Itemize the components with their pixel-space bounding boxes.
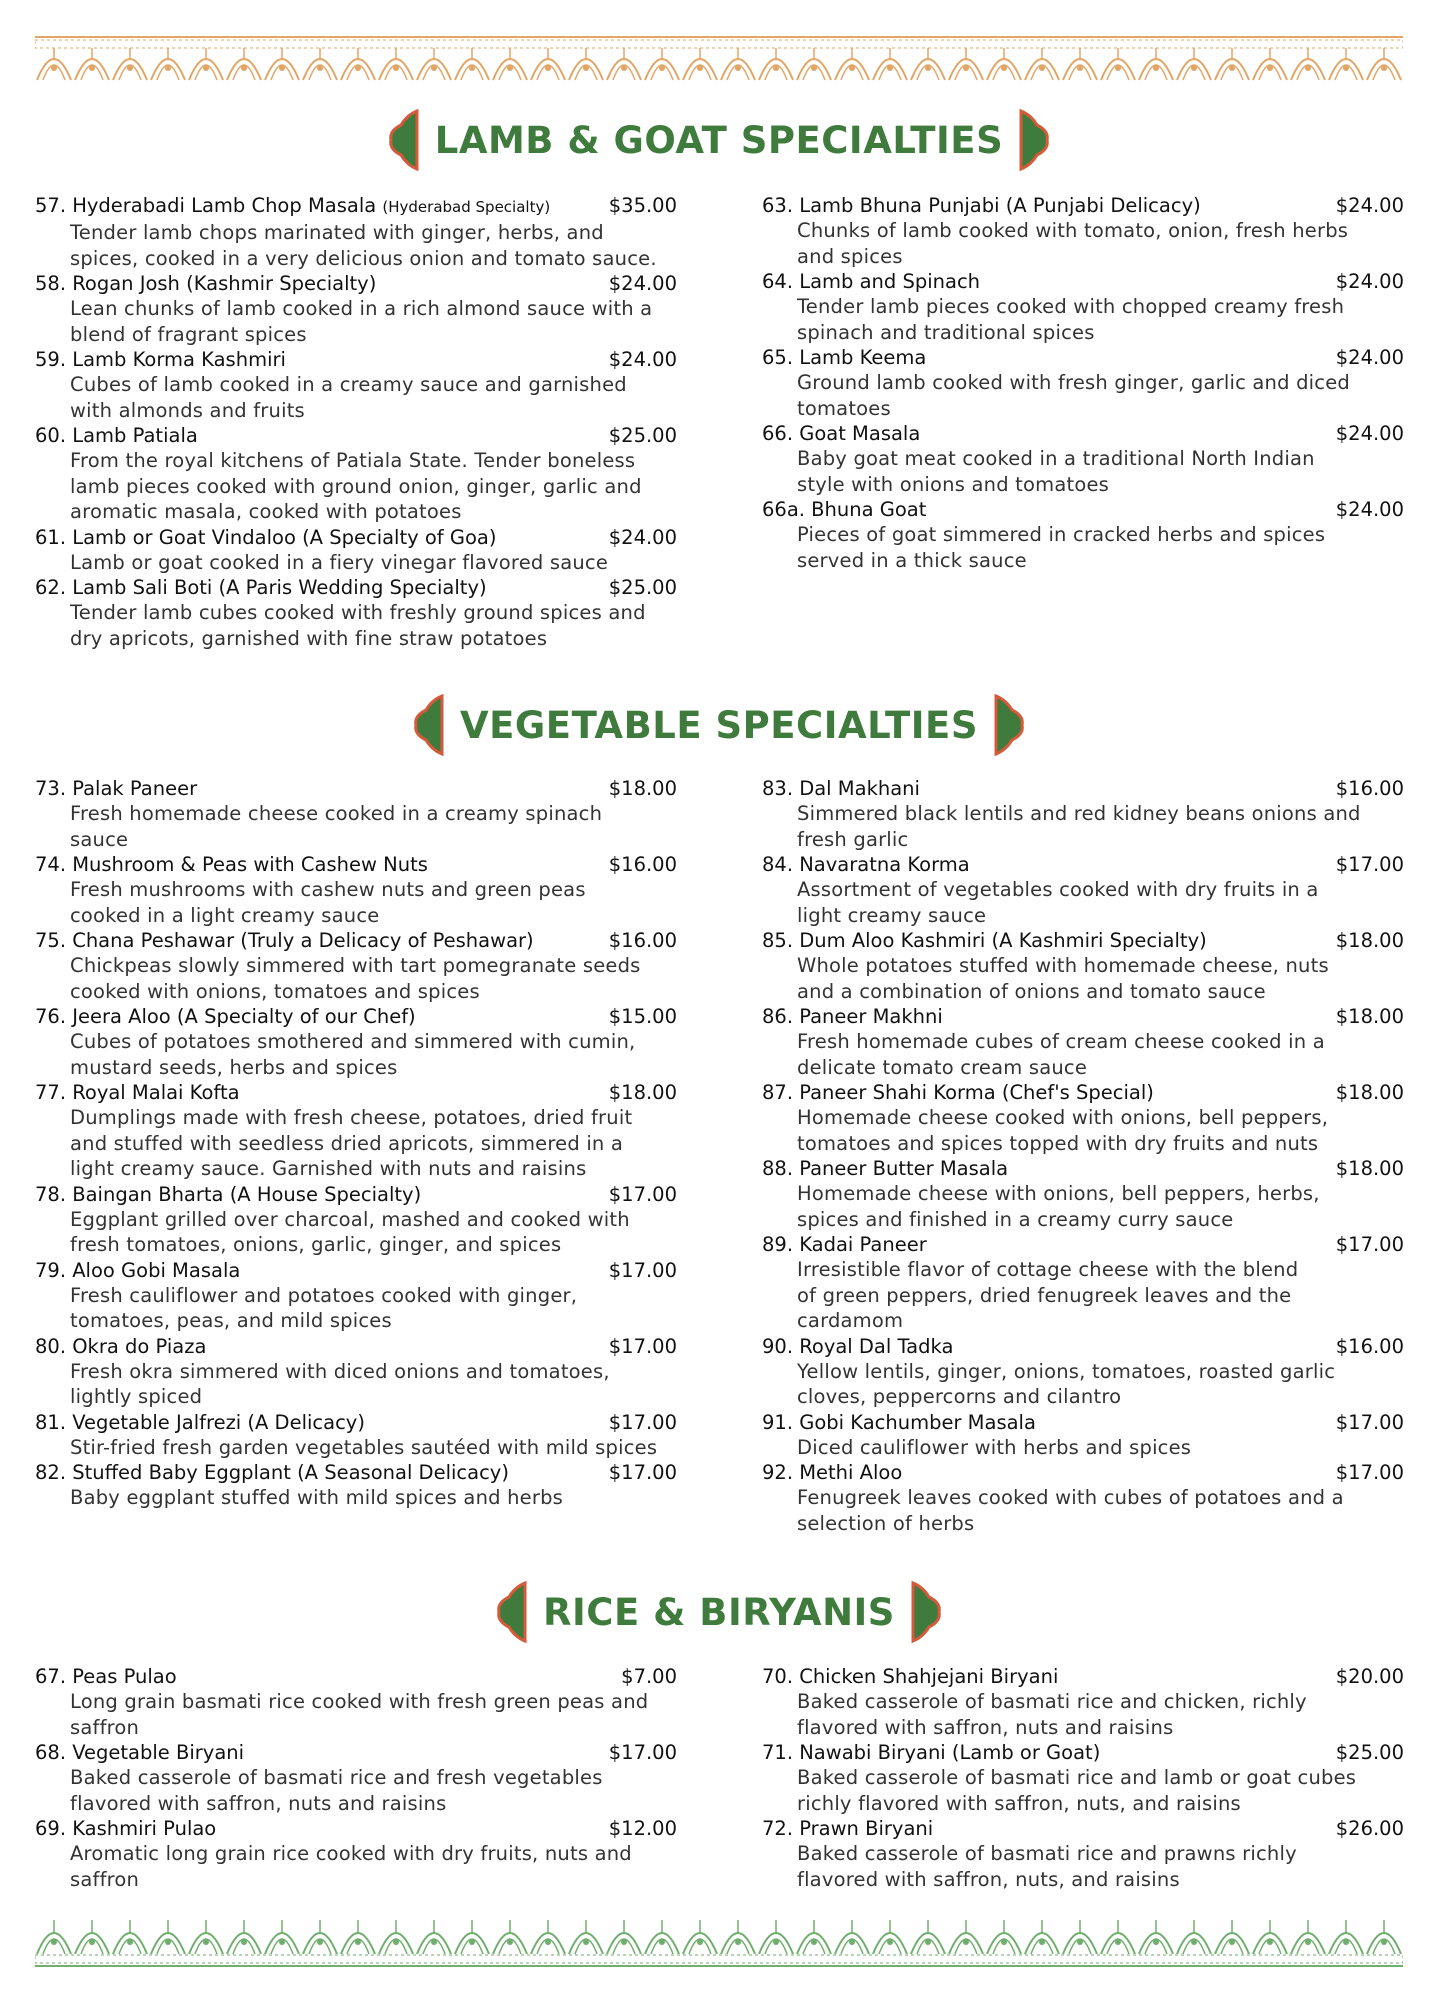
item-description: Pieces of goat simmered in cracked herbs and spices served in a thick sauce — [797, 523, 1326, 572]
item-name: 84. Navaratna Korma — [762, 853, 970, 876]
item-description: Aromatic long grain rice cooked with dry fruits, nuts and saffron — [70, 1842, 632, 1891]
item-description: Ground lamb cooked with fresh ginger, garlic and diced tomatoes — [797, 371, 1350, 420]
item-price: $20.00 — [1335, 1665, 1404, 1688]
item-name: 66a. Bhuna Goat — [762, 498, 927, 521]
menu-item — [762, 421, 1432, 497]
ornament-left-icon — [487, 1581, 527, 1643]
item-name: 59. Lamb Korma Kashmiri — [35, 348, 286, 371]
item-description: Chickpeas slowly simmered with tart pomegranate seeds cooked with onions, tomatoes and spices — [70, 954, 641, 1003]
menu-item — [35, 271, 705, 347]
item-description: Yellow lentils, ginger, onions, tomatoes, roasted garlic cloves, peppercorns and cilantro — [797, 1359, 1336, 1408]
item-price: $24.00 — [608, 348, 677, 371]
item-description: Baked casserole of basmati rice and lamb or goat cubes richly flavored with saffron, nuts, and raisins — [797, 1766, 1357, 1815]
item-price: $15.00 — [608, 1005, 677, 1028]
item-description: Chunks of lamb cooked with tomato, onion, fresh herbs and spices — [797, 219, 1349, 268]
menu-item — [35, 776, 705, 852]
item-name: 62. Lamb Sali Boti (A Paris Wedding Specialty) — [35, 576, 487, 599]
item-price: $17.00 — [608, 1461, 677, 1484]
item-price: $25.00 — [608, 424, 677, 447]
menu-item — [35, 1182, 705, 1258]
item-name: 92. Methi Aloo — [762, 1461, 903, 1484]
section-header-vegetable — [0, 694, 1438, 756]
menu-item — [35, 193, 705, 271]
menu-item — [35, 852, 705, 928]
item-price: $26.00 — [1335, 1817, 1404, 1840]
item-price: $18.00 — [1335, 1157, 1404, 1180]
ornament-right-icon — [994, 694, 1034, 756]
item-price: $35.00 — [608, 194, 677, 217]
menu-item — [762, 1664, 1432, 1740]
item-price: $17.00 — [608, 1410, 677, 1434]
item-price: $18.00 — [1335, 1005, 1404, 1028]
item-name: 67. Peas Pulao — [35, 1665, 177, 1688]
item-price: $7.00 — [621, 1665, 677, 1688]
item-price: $17.00 — [608, 1334, 677, 1358]
item-description: Homemade cheese cooked with onions, bell peppers, tomatoes and spices topped with dry fruits and nuts — [797, 1106, 1329, 1155]
menu-item — [762, 1740, 1432, 1816]
item-price: $24.00 — [608, 272, 677, 295]
item-description: Cubes of potatoes smothered and simmered with cumin, mustard seeds, herbs and spices — [70, 1030, 636, 1079]
item-name: 76. Jeera Aloo (A Specialty of our Chef) — [35, 1005, 416, 1028]
item-price: $18.00 — [608, 777, 677, 800]
item-description: Eggplant grilled over charcoal, mashed and cooked with fresh tomatoes, onions, garlic, ginger, and spices — [70, 1207, 630, 1256]
item-name: 75. Chana Peshawar (Truly a Delicacy of Peshawar) — [35, 929, 534, 952]
item-price: $18.00 — [1335, 929, 1404, 952]
item-name: 89. Kadai Paneer — [762, 1233, 927, 1256]
menu-item — [35, 928, 705, 1004]
item-name: 79. Aloo Gobi Masala — [35, 1258, 241, 1282]
item-description: Lamb or goat cooked in a fiery vinegar flavored sauce — [70, 550, 609, 574]
item-description: From the royal kitchens of Patiala State. Tender boneless lamb pieces cooked with ground onion, ginger, garlic and aromatic masala, cooked with potatoes — [70, 449, 642, 523]
menu-item — [762, 269, 1432, 345]
item-name: 77. Royal Malai Kofta — [35, 1081, 240, 1104]
item-description: Fenugreek leaves cooked with cubes of potatoes and a selection of herbs — [797, 1486, 1344, 1535]
menu-item — [35, 525, 705, 576]
item-name: 87. Paneer Shahi Korma (Chef's Special) — [762, 1081, 1154, 1104]
item-description: Baked casserole of basmati rice and chicken, richly flavored with saffron, nuts and raisins — [797, 1690, 1307, 1739]
bottom-decorative-border — [35, 1918, 1403, 1968]
menu-item — [35, 1460, 705, 1511]
menu-item — [762, 928, 1432, 1004]
item-name: 88. Paneer Butter Masala — [762, 1157, 1009, 1180]
item-price: $17.00 — [1335, 1461, 1404, 1484]
section-header-lamb-goat — [0, 109, 1438, 171]
item-price: $16.00 — [608, 929, 677, 952]
menu-item — [35, 1258, 705, 1334]
menu-item — [762, 193, 1432, 269]
menu-item — [762, 1334, 1432, 1410]
item-name: 73. Palak Paneer — [35, 777, 198, 800]
section-title: RICE & BIRYANIS — [543, 1590, 895, 1634]
item-name: 78. Baingan Bharta (A House Specialty) — [35, 1182, 422, 1206]
item-name: 64. Lamb and Spinach — [762, 270, 981, 293]
item-description: Lean chunks of lamb cooked in a rich almond sauce with a blend of fragrant spices — [70, 297, 653, 346]
menu-item — [35, 1004, 705, 1080]
vegetable-right-column — [762, 776, 1432, 1536]
item-name: 91. Gobi Kachumber Masala — [762, 1410, 1036, 1434]
item-name: 81. Vegetable Jalfrezi (A Delicacy) — [35, 1410, 365, 1434]
menu-item — [762, 1080, 1432, 1156]
item-description: Tender lamb chops marinated with ginger, herbs, and spices, cooked in a very delicious onion and tomato sauce. — [70, 221, 657, 270]
item-price: $16.00 — [1335, 777, 1404, 800]
section-title: VEGETABLE SPECIALTIES — [460, 703, 978, 747]
item-description: Dumplings made with fresh cheese, potatoes, dried fruit and stuffed with seedless dried apricots, simmered in a light creamy sauce. Garnished with nuts and raisins — [70, 1106, 633, 1180]
section-title: LAMB & GOAT SPECIALTIES — [434, 118, 1004, 162]
lamb-goat-right-column — [762, 193, 1432, 573]
menu-item — [35, 1410, 705, 1461]
item-description: Whole potatoes stuffed with homemade cheese, nuts and a combination of onions and tomato sauce — [797, 954, 1329, 1003]
section-header-rice-biryanis — [0, 1581, 1438, 1643]
item-description: Tender lamb cubes cooked with freshly ground spices and dry apricots, garnished with fine straw potatoes — [70, 601, 646, 650]
ornament-right-icon — [1019, 109, 1059, 171]
item-description: Tender lamb pieces cooked with chopped creamy fresh spinach and traditional spices — [797, 295, 1345, 344]
menu-item — [35, 1816, 705, 1892]
item-price: $17.00 — [1335, 1410, 1404, 1434]
item-name: 82. Stuffed Baby Eggplant (A Seasonal Delicacy) — [35, 1461, 509, 1484]
item-name: 86. Paneer Makhni — [762, 1005, 943, 1028]
item-description: Simmered black lentils and red kidney beans onions and fresh garlic — [797, 802, 1361, 851]
item-name: 61. Lamb or Goat Vindaloo (A Specialty of Goa) — [35, 525, 497, 549]
item-price: $12.00 — [608, 1817, 677, 1840]
item-price: $17.00 — [608, 1182, 677, 1206]
menu-item — [35, 1080, 705, 1182]
item-name: 80. Okra do Piaza — [35, 1334, 207, 1358]
item-name: 72. Prawn Biryani — [762, 1817, 934, 1840]
menu-item — [35, 1334, 705, 1410]
item-description: Irresistible flavor of cottage cheese with the blend of green peppers, dried fenugreek leaves and the cardamom — [797, 1258, 1299, 1332]
item-description: Baked casserole of basmati rice and prawns richly flavored with saffron, nuts, and raisins — [797, 1842, 1297, 1891]
menu-item — [762, 1156, 1432, 1232]
item-price: $18.00 — [608, 1081, 677, 1104]
lamb-goat-left-column — [35, 193, 705, 651]
menu-item — [762, 497, 1432, 573]
rice-left-column — [35, 1664, 705, 1892]
menu-item — [35, 1664, 705, 1740]
item-name: 58. Rogan Josh (Kashmir Specialty) — [35, 272, 377, 295]
item-name: 63. Lamb Bhuna Punjabi (A Punjabi Delicacy) — [762, 194, 1201, 217]
vegetable-left-column — [35, 776, 705, 1511]
ornament-right-icon — [911, 1581, 951, 1643]
item-price: $16.00 — [1335, 1334, 1404, 1358]
menu-item — [762, 1460, 1432, 1536]
item-price: $24.00 — [1335, 498, 1404, 521]
item-name: 70. Chicken Shahjejani Biryani — [762, 1665, 1059, 1688]
item-description: Fresh homemade cubes of cream cheese cooked in a delicate tomato cream sauce — [797, 1030, 1325, 1079]
item-description: Fresh mushrooms with cashew nuts and green peas cooked in a light creamy sauce — [70, 878, 586, 927]
ornament-left-icon — [404, 694, 444, 756]
item-name: 68. Vegetable Biryani — [35, 1741, 245, 1764]
item-description: Cubes of lamb cooked in a creamy sauce and garnished with almonds and fruits — [70, 373, 627, 422]
menu-item — [35, 575, 705, 651]
item-price: $17.00 — [1335, 853, 1404, 876]
menu-item — [762, 345, 1432, 421]
item-price: $24.00 — [608, 525, 677, 549]
item-price: $18.00 — [1335, 1081, 1404, 1104]
item-name: 71. Nawabi Biryani (Lamb or Goat) — [762, 1741, 1101, 1764]
menu-item — [35, 423, 705, 525]
item-description: Baby goat meat cooked in a traditional North Indian style with onions and tomatoes — [797, 447, 1315, 496]
item-description: Baked casserole of basmati rice and fresh vegetables flavored with saffron, nuts and raisins — [70, 1766, 603, 1815]
item-price: $17.00 — [608, 1741, 677, 1764]
menu-item — [762, 1004, 1432, 1080]
menu-item — [762, 852, 1432, 928]
item-name: 85. Dum Aloo Kashmiri (A Kashmiri Specialty) — [762, 929, 1207, 952]
item-description: Fresh homemade cheese cooked in a creamy spinach sauce — [70, 802, 603, 851]
rice-right-column — [762, 1664, 1432, 1892]
item-price: $24.00 — [1335, 346, 1404, 369]
item-price: $17.00 — [608, 1258, 677, 1282]
menu-item — [762, 776, 1432, 852]
menu-item — [762, 1816, 1432, 1892]
item-name: 57. Hyderabadi Lamb Chop Masala (Hyderabad Specialty) — [35, 194, 551, 217]
item-description: Baby eggplant stuffed with mild spices and herbs — [70, 1486, 564, 1509]
item-price: $24.00 — [1335, 422, 1404, 445]
item-name: 65. Lamb Keema — [762, 346, 927, 369]
item-name: 83. Dal Makhani — [762, 777, 920, 800]
item-description: Fresh okra simmered with diced onions and tomatoes, lightly spiced — [70, 1359, 610, 1408]
menu-item — [35, 1740, 705, 1816]
item-name: 90. Royal Dal Tadka — [762, 1334, 954, 1358]
item-description: Homemade cheese with onions, bell peppers, herbs, spices and finished in a creamy curry sauce — [797, 1182, 1320, 1231]
item-description: Assortment of vegetables cooked with dry fruits in a light creamy sauce — [797, 878, 1319, 927]
item-price: $24.00 — [1335, 194, 1404, 217]
item-note: (Hyderabad Specialty) — [382, 198, 551, 216]
item-description: Fresh cauliflower and potatoes cooked with ginger, tomatoes, peas, and mild spices — [70, 1283, 578, 1332]
item-name: 66. Goat Masala — [762, 422, 921, 445]
menu-item — [762, 1410, 1432, 1461]
item-price: $24.00 — [1335, 270, 1404, 293]
item-price: $17.00 — [1335, 1233, 1404, 1256]
menu-item — [35, 347, 705, 423]
item-name: 74. Mushroom & Peas with Cashew Nuts — [35, 853, 428, 876]
item-price: $25.00 — [1335, 1741, 1404, 1764]
item-price: $16.00 — [608, 853, 677, 876]
ornament-left-icon — [379, 109, 419, 171]
item-description: Diced cauliflower with herbs and spices — [797, 1435, 1192, 1459]
item-name: 69. Kashmiri Pulao — [35, 1817, 217, 1840]
top-decorative-border — [35, 34, 1403, 84]
item-price: $25.00 — [608, 576, 677, 599]
item-description: Long grain basmati rice cooked with fresh green peas and saffron — [70, 1690, 649, 1739]
item-name: 60. Lamb Patiala — [35, 424, 198, 447]
item-description: Stir-fried fresh garden vegetables sautéed with mild spices — [70, 1435, 658, 1459]
menu-item — [762, 1232, 1432, 1334]
